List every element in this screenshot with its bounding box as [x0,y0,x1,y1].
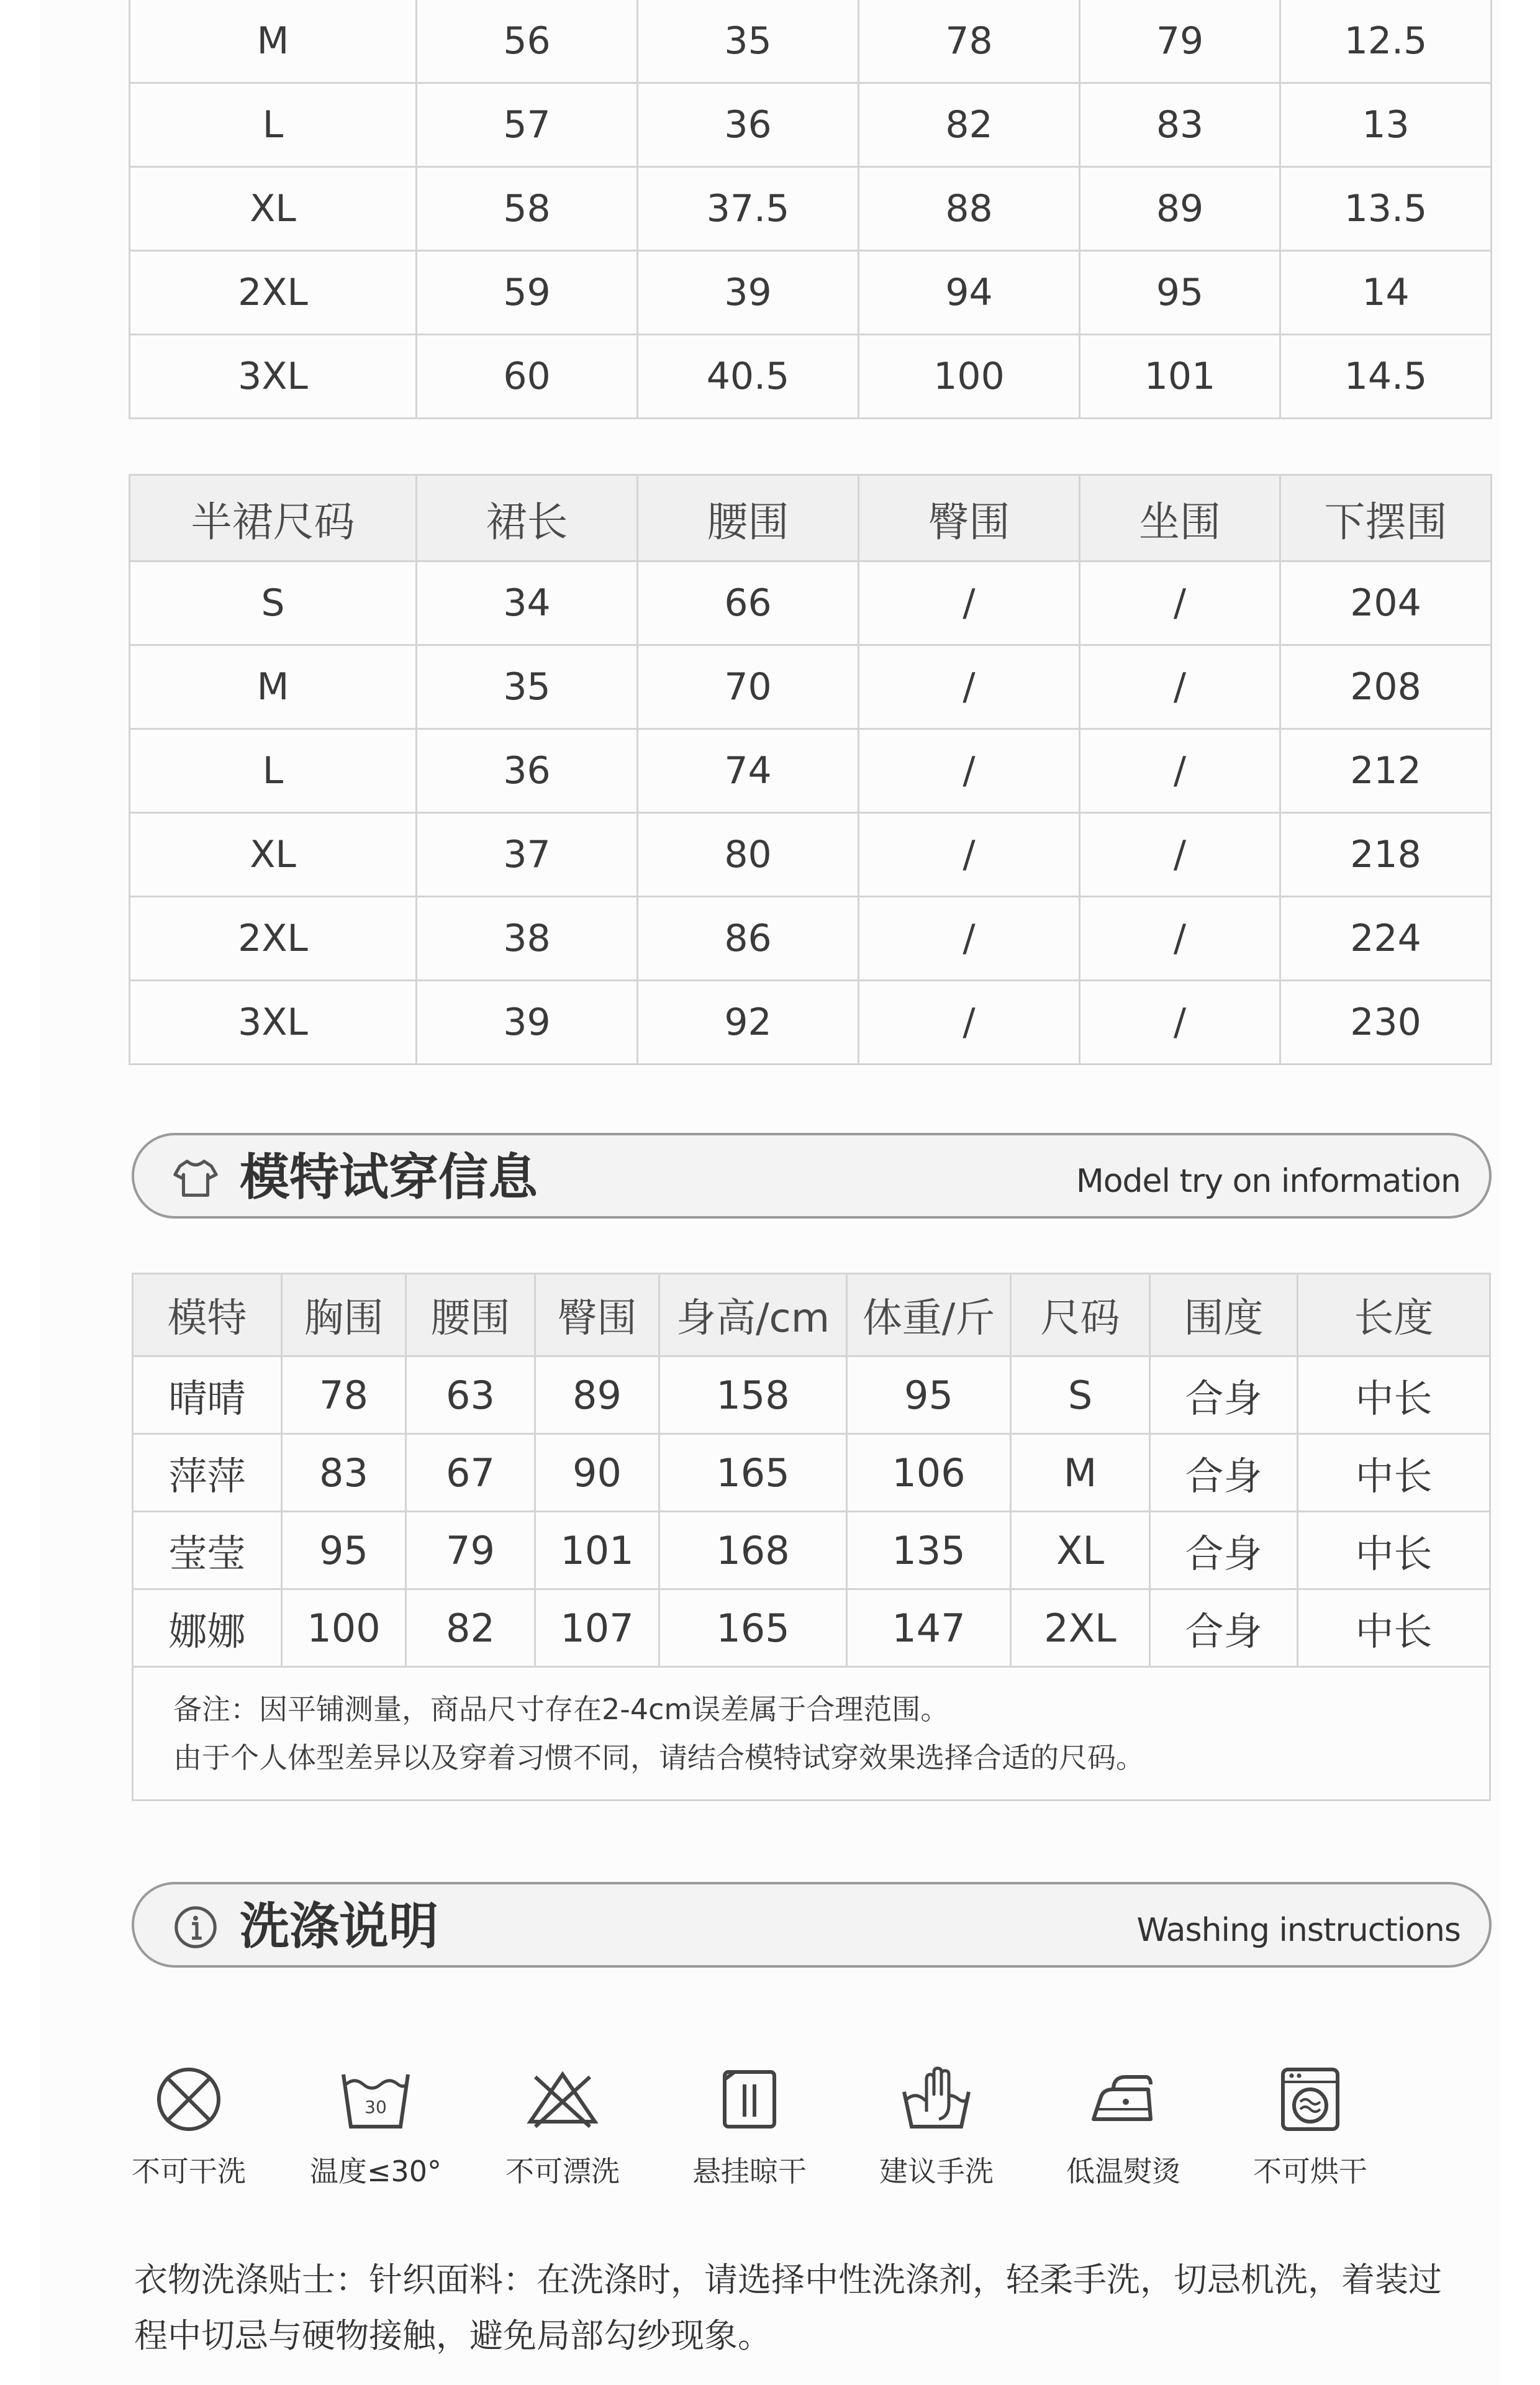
table-cell: 208 [1280,645,1492,729]
table-cell: 58 [417,167,638,251]
table-cell: 34 [417,561,638,645]
table-cell: 89 [535,1356,659,1434]
table-cell: / [1080,645,1280,729]
wash-label: 不可漂洗 [505,2155,620,2188]
wash-low-iron [1049,2062,1198,2190]
table-cell: 60 [417,335,638,419]
model-table [132,1273,1491,1801]
table-cell: 79 [406,1512,535,1589]
table-cell: 56 [417,0,638,83]
table-row [130,561,1492,645]
table-cell: 12.5 [1280,0,1492,83]
wash-label: 温度≤30° [309,2155,442,2188]
column-header: 半裙尺码 [130,475,417,561]
table-cell: 合身 [1150,1512,1298,1589]
table-row [130,729,1492,813]
column-header: 胸围 [282,1274,406,1356]
table-cell: 14.5 [1280,335,1492,419]
tshirt-icon [171,1154,220,1202]
table-row [130,897,1492,981]
column-header: 下摆围 [1280,475,1492,561]
model-info-title: 模特试穿信息 [240,1148,538,1206]
washing-title: 洗涤说明 [240,1897,438,1955]
table-row [130,981,1492,1065]
table-row [130,83,1492,167]
table-cell: 78 [859,0,1080,83]
svg-text:30: 30 [365,2097,387,2117]
table-cell: 63 [406,1356,535,1434]
table-cell: 100 [859,335,1080,419]
table-cell: 88 [859,167,1080,251]
table-cell: 2XL [1011,1589,1150,1667]
table-cell: 40.5 [638,335,859,419]
table-cell: 90 [535,1434,659,1512]
column-header: 尺码 [1011,1274,1150,1356]
table-cell: 101 [535,1512,659,1589]
table-cell: 218 [1280,813,1492,897]
wash-label: 建议手洗 [879,2155,994,2188]
column-header: 臀围 [535,1274,659,1356]
model-info-subtitle: Model try on information [1076,1163,1461,1200]
table-cell: 莹莹 [133,1512,282,1589]
table-cell: / [859,981,1080,1065]
table-cell: 娜娜 [133,1589,282,1667]
table-cell: 晴晴 [133,1356,282,1434]
column-header: 腰围 [406,1274,535,1356]
table-cell: 95 [282,1512,406,1589]
table-cell: 合身 [1150,1589,1298,1667]
table-cell: 230 [1280,981,1492,1065]
table-cell: / [859,561,1080,645]
table-cell: 158 [659,1356,847,1434]
no-bleach-icon [525,2062,600,2137]
column-header: 裙长 [417,475,638,561]
table-cell: 82 [859,83,1080,167]
table-cell: 95 [1080,251,1280,335]
table-cell: 165 [659,1434,847,1512]
table-cell: 78 [282,1356,406,1434]
table-cell: L [130,83,417,167]
table-cell: 107 [535,1589,659,1667]
table-cell: 13.5 [1280,167,1492,251]
model-info-header [132,1133,1492,1219]
wash-30 [301,2062,450,2190]
table-cell: 萍萍 [133,1434,282,1512]
table-cell: 中长 [1298,1434,1490,1512]
table-cell: / [859,897,1080,981]
table-cell: M [1011,1434,1150,1512]
table-cell: 2XL [130,897,417,981]
hand-wash-icon [899,2062,974,2137]
column-header: 围度 [1150,1274,1298,1356]
table-cell: 83 [1080,83,1280,167]
table-cell: 168 [659,1512,847,1589]
wash-label: 不可烘干 [1253,2155,1367,2188]
washing-tips [134,2252,1506,2364]
table-cell: 83 [282,1434,406,1512]
washing-tips-line-1: 衣物洗涤贴士：针织面料：在洗涤时，请选择中性洗涤剂，轻柔手洗，切忌机洗，着装过 [134,2260,1442,2299]
table-cell: 80 [638,813,859,897]
table-row [133,1512,1490,1589]
table-cell: M [130,0,417,83]
table-cell: 3XL [130,335,417,419]
table-cell: 35 [638,0,859,83]
table-cell: 36 [417,729,638,813]
table-cell: 95 [847,1356,1011,1434]
column-header: 腰围 [638,475,859,561]
table-cell: S [130,561,417,645]
table-cell: XL [1011,1512,1150,1589]
table-cell: / [1080,729,1280,813]
table-cell: 2XL [130,251,417,335]
washing-header [132,1882,1492,1968]
table-cell: S [1011,1356,1150,1434]
table-cell: 86 [638,897,859,981]
table-cell: / [1080,561,1280,645]
table-cell: 中长 [1298,1356,1490,1434]
table-row [133,1356,1490,1434]
table-cell: 89 [1080,167,1280,251]
table-cell: 合身 [1150,1356,1298,1434]
column-header: 长度 [1298,1274,1490,1356]
table-cell: 101 [1080,335,1280,419]
table-cell: XL [130,167,417,251]
table-cell: 37 [417,813,638,897]
table-cell: 106 [847,1434,1011,1512]
table-cell: 3XL [130,981,417,1065]
column-header: 臀围 [859,475,1080,561]
table-row [130,0,1492,83]
table-cell: XL [130,813,417,897]
table-cell: 224 [1280,897,1492,981]
wash-label: 低温熨烫 [1066,2155,1180,2188]
table-cell: M [130,645,417,729]
table-cell: 100 [282,1589,406,1667]
wash-hand [862,2062,1011,2190]
table-row [130,251,1492,335]
column-header: 身高/cm [659,1274,847,1356]
product-detail-page [40,0,1500,2385]
table-cell: 38 [417,897,638,981]
table-row [130,335,1492,419]
column-header: 坐围 [1080,475,1280,561]
table-cell: 13 [1280,83,1492,167]
wash-no-tumble-dry [1236,2062,1385,2190]
column-header: 模特 [133,1274,282,1356]
table-cell: L [130,729,417,813]
table-cell: / [859,645,1080,729]
table-cell: / [1080,981,1280,1065]
table-cell: 79 [1080,0,1280,83]
table-cell: 67 [406,1434,535,1512]
table-cell: / [859,729,1080,813]
table-cell: 59 [417,251,638,335]
table-cell: 135 [847,1512,1011,1589]
wash-no-bleach [488,2062,637,2190]
table-cell: 39 [417,981,638,1065]
table-cell: 中长 [1298,1512,1490,1589]
column-header: 体重/斤 [847,1274,1011,1356]
table-cell: 合身 [1150,1434,1298,1512]
low-iron-icon [1086,2062,1161,2137]
table-row [133,1434,1490,1512]
wash-hang-dry [675,2062,824,2190]
table-cell: 中长 [1298,1589,1490,1667]
note-line-1: 备注：因平铺测量，商品尺寸存在2-4cm误差属于合理范围。 [173,1692,949,1726]
table-cell: 14 [1280,251,1492,335]
table-cell: 212 [1280,729,1492,813]
table-cell: 39 [638,251,859,335]
table-cell: 204 [1280,561,1492,645]
table-cell: 92 [638,981,859,1065]
info-icon [171,1903,220,1951]
wash-30-icon [338,2062,413,2137]
wash-no-dry-clean [114,2062,263,2190]
no-dry-clean-icon [152,2062,226,2137]
model-table-note [133,1667,1490,1801]
hang-dry-icon [712,2062,787,2137]
table-row [130,645,1492,729]
table-cell: 74 [638,729,859,813]
table-row [130,167,1492,251]
top-size-table [129,0,1492,419]
table-cell: / [1080,813,1280,897]
table-row [133,1589,1490,1667]
table-cell: 57 [417,83,638,167]
table-row [130,813,1492,897]
table-cell: 82 [406,1589,535,1667]
washing-tips-line-2: 程中切忌与硬物接触，避免局部勾纱现象。 [134,2316,771,2355]
table-cell: 165 [659,1589,847,1667]
table-cell: 37.5 [638,167,859,251]
table-cell: 94 [859,251,1080,335]
table-cell: 66 [638,561,859,645]
no-tumble-dry-icon [1273,2062,1348,2137]
wash-label: 悬挂晾干 [692,2155,807,2188]
table-cell: / [859,813,1080,897]
table-cell: 36 [638,83,859,167]
skirt-size-table [129,474,1492,1065]
wash-label: 不可干洗 [132,2155,246,2188]
washing-subtitle: Washing instructions [1136,1912,1461,1949]
table-cell: / [1080,897,1280,981]
table-cell: 70 [638,645,859,729]
note-line-2: 由于个人体型差异以及穿着习惯不同，请结合模特试穿效果选择合适的尺码。 [173,1741,1144,1774]
table-cell: 35 [417,645,638,729]
table-cell: 147 [847,1589,1011,1667]
